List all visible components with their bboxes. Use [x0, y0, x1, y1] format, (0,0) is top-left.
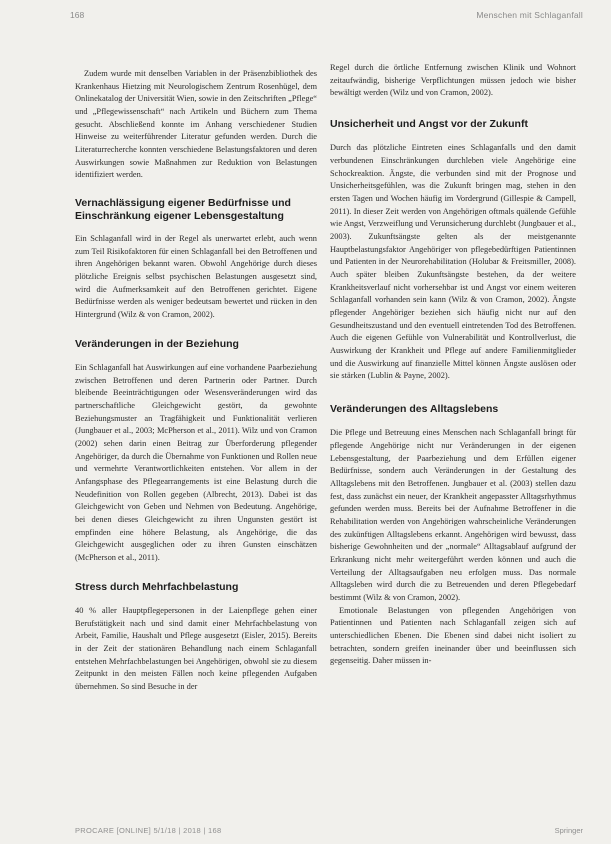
section-paragraph-relationship: Ein Schlaganfall hat Auswirkungen auf eine vorhandene Paarbeziehung zwischen Betroffenen und deren Partnerin oder Partner. Durch bleibende Beeinträchtigungen oder Wesensveränderungen wird das partnerschaftliche Gleichgewicht gestört, da gewohnte Beziehungsmuster an Tragfähigkeit und Funktionalität verlieren (Jungbauer et al., 2003; McPherson et al., 2011). Wilz und von Cramon (2002) sehen darin einen Beitrag zur Überforderung pflegender Angehöriger, da durch die Übernahme von Funktionen und Rollen neue und vermehrte Verantwortlichkeiten entstehen. Vor allem in der Anfangsphase des Pflegearrangements ist eine Belastung durch die Neudefinition von Rollen gegeben (Albrecht, 2013). Dabei ist das Gleichgewicht von Geben und Nehmen von Bedeutung. Angehörige, bei denen dieses Gleichgewicht zu ihren Ungunsten gestört ist empfinden eine höhere Belastung, als Angehörige, die das Gleichgewicht ausgeglichen oder zu ihren Gunsten einschätzen (McPherson et al., 2011). — [75, 363, 317, 562]
section-paragraph-daily-life-2: Emotionale Belastungen von pflegenden Angehörigen von Patientinnen und Patienten nach Schlaganfall zeigen sich auf unterschiedlichen Ebenen. Die Ebenen sind dabei nicht isoliert zu betrachten, sondern greifen ineinander über und beeinflussen sich gegenseitig. Daher müssen in- — [330, 605, 576, 666]
section-paragraph-neglect: Ein Schlaganfall wird in der Regel als unerwartet erlebt, auch wenn zum Teil Risikofaktoren für einen Schlaganfall bei den Betroffenen und ihren Angehörigen bekannt waren. Obwohl Angehörige durch dieses plötzliche Ereignis selbst psychischen Belastungen ausgesetzt sind, wird die Aufmerksamkeit auf den Betroffenen gerichtet. Eigene Bedürfnisse werden als weniger bedeutsam bewertet und rücken in den Hintergrund (Wilz & von Cramon, 2002). — [75, 233, 317, 319]
right-column — [330, 62, 576, 668]
page-footer — [75, 826, 583, 838]
page-number: 168 — [70, 10, 85, 20]
section-heading-uncertainty: Unsicherheit und Angst vor der Zukunft — [330, 117, 528, 130]
footer-publisher: Springer — [554, 826, 583, 835]
section-paragraph-daily-life-1: Die Pflege und Betreuung eines Menschen nach Schlaganfall bringt für pflegende Angehörige nicht nur Veränderungen in der eigenen Lebensgestaltung, der Paarbeziehung und dem Erfüllen eigener Bedürfnisse, sondern auch Veränderungen in der Gestaltung des Alltagslebens mit den Betroffenen. Jungbauer et al. (2003) stellen dazu fest, dass zunächst ein neuer, der Krankheit angepasster Alltagsrhythmus gefunden werden muss. Bereits bei der Aufnahme Betroffener in die Rehabilitation werden von Angehörigen wahrscheinliche Veränderungen des zukünftigen Alltagslebens erkannt. Angehörigen wird bewusst, dass bisherige Gewohnheiten und der „normale“ Alltagsablauf aufgrund der Erkrankung nicht mehr weitergeführt werden können und auch die Verteilung der Alltagsaufgaben neu erfolgen muss. Das normale Alltagsleben wird durch die zu Betreuenden und deren Pflegebedarf bestimmt (Wilz & von Cramon, 2002). — [330, 428, 576, 602]
page-header — [70, 10, 583, 24]
section-heading-neglect: Vernachlässigung eigener Bedürfnisse und Einschränkung eigener Lebensgestaltung — [75, 196, 291, 223]
continuation-paragraph: Regel durch die örtliche Entfernung zwischen Klinik und Wohnort zeitaufwändig, bisherige Verpflichtungen müssen jedoch wie bisher bewältigt werden (Wilz und von Cramon, 2002). — [330, 63, 576, 98]
footer-journal: PROCARE [ONLINE] 5/1/18 | 2018 | 168 — [75, 826, 222, 835]
section-heading-daily-life: Veränderungen des Alltagslebens — [330, 402, 499, 415]
intro-paragraph: Zudem wurde mit denselben Variablen in der Präsenzbibliothek des Krankenhaus Hietzing mit Neurologischem Zentrum Rosenhügel, dem Onlinekatalog der Universität Wien, sowie in den Zeitschriften „Pflege“ und „Pflegewissenschaft“ nach Artikeln und Büchern zum Thema gesucht. Abschließend konnte im Anhang verschiedener Studien Hinweise zu weiterführender Literatur gefunden werden. Durch die Literaturrecherche konnten verschiedene Belastungsfaktoren und deren Auswirkungen sowie Maßnahmen zur Reduktion von Belastungen identifiziert werden. — [75, 69, 317, 180]
left-column — [75, 68, 317, 694]
section-heading-stress: Stress durch Mehrfachbelastung — [75, 580, 239, 593]
section-heading-relationship: Veränderungen in der Beziehung — [75, 337, 239, 350]
running-title: Menschen mit Schlaganfall — [476, 10, 583, 20]
section-paragraph-stress: 40 % aller Hauptpflegepersonen in der Laienpflege gehen einer Berufstätigkeit nach und sind damit einer Mehrfachbelastung von Arbeit, Familie, Haushalt und Pflege ausgesetzt (Eisler, 2015). Bereits in der Zeit der stationären Behandlung nach einem Schlaganfall entstehen Mehrfachbelastungen bei Angehörigen, obwohl sie zu diesem Zeitpunkt in den meisten Fällen noch keine pflegenden Aufgaben übernehmen. So sind Besuche in der — [75, 606, 317, 691]
section-paragraph-uncertainty: Durch das plötzliche Eintreten eines Schlaganfalls und den damit verbundenen Einschränkungen durchleben viele Angehörige eine Schockreaktion. Ängste, die verbunden sind mit der Prognose und Unsicherheitsgefühlen, was die Zukunft bringen mag, stehen in den ersten Tagen und Wochen häufig im Vordergrund (Gillespie & Campell, 2011). In dieser Zeit werden von Angehörigen oftmals quälende Gefühle wie Angst, Verzweiflung und Verunsicherung durchlebt (Jungbauer et al., 2003). Zukunftsängste gelten als der meistgenannte Hauptbelastungsfaktor Angehöriger von pflegebedürftigen Patientinnen und Patienten in der Neurorehabilitation (Holubar & Freitsmiller, 2008). Auch später bleiben Zukunftsängste bestehen, da der weitere Krankheitsverlauf nicht vorhersehbar ist und Angst vor einem weiteren Schlaganfall vorhanden sein kann (Wilz & von Cramon, 2002). Ängste pflegender Angehöriger beziehen sich häufig nicht nur auf den Gesundheitszustand und den eventuell eintretenden Tod des Betroffenen. Auch die eigenen Gefühle von Vulnerabilität und Kontrollverlust, die Auswirkung der Krankheit und Pflege auf andere Familienmitglieder und die Auswirkung auf finanzielle Mittel können Ängste auslösen oder sie stärken (Lublin & Payne, 2002). — [330, 143, 576, 381]
